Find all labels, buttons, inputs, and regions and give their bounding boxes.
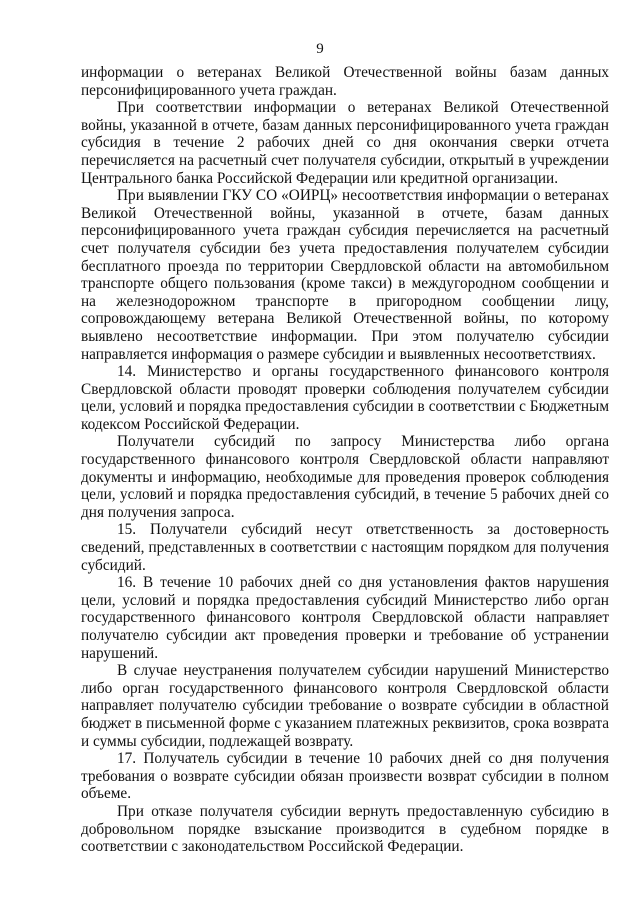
paragraph: Получатели субсидий по запросу Министерства либо органа государственного финансового контроля Свердловской области направляют документы и информацию, необходимые для проведения проверок соблюдения цели, условий и порядка предоставления субсидий, в течение 5 рабочих дней со дня получения запроса. xyxy=(81,433,609,521)
paragraph: 15. Получатели субсидий несут ответственность за достоверность сведений, представленных в соответствии с настоящим порядком для получения субсидий. xyxy=(81,521,609,574)
page-number: 9 xyxy=(316,41,324,57)
paragraph: При отказе получателя субсидии вернуть предоставленную субсидию в добровольном порядке взыскание производится в судебном порядке в соответствии с законодательством Российской Федерации. xyxy=(81,802,609,856)
paragraph: 14. Министерство и органы государственного финансового контроля Свердловской области проводят проверки соблюдения получателем субсидии цели, условий и порядка предоставления субсидии в соответствии с Бюджетным кодексом Российской Федерации. xyxy=(81,363,609,433)
paragraph: информации о ветеранах Великой Отечественной войны базам данных персонифицированного учета граждан. xyxy=(81,64,609,99)
paragraph: В случае неустранения получателем субсидии нарушений Министерство либо орган государственного финансового контроля Свердловской области направляет получателю субсидии требование о возврате субсидии в областной бюджет в письменной форме с указанием платежных реквизитов, срока возврата и суммы субсидии, подлежащей возврату. xyxy=(81,662,609,750)
document-body xyxy=(81,64,609,856)
paragraph: При выявлении ГКУ СО «ОИРЦ» несоответствия информации о ветеранах Великой Отечественной войны, указанной в отчете, базам данных персонифицированного учета граждан субсидия перечисляется на расчетный счет получателя субсидии без учета предоставления получателем субсидии бесплатного проезда по территории Свердловской области на автомобильном транспорте общего пользования (кроме такси) в междугородном сообщении и на железнодорожном транспорте в пригородном сообщении лицу, сопровождающему ветерана Великой Отечественной войны, по которому выявлено несоответствие информации. При этом получателю субсидии направляется информация о размере субсидии и выявленных несоответствиях. xyxy=(81,187,609,363)
paragraph: При соответствии информации о ветеранах Великой Отечественной войны, указанной в отчете, базам данных персонифицированного учета граждан субсидия в течение 2 рабочих дней со дня окончания сверки отчета перечисляется на расчетный счет получателя субсидии, открытый в учреждении Центрального банка Российской Федерации или кредитной организации. xyxy=(81,99,609,187)
paragraph: 16. В течение 10 рабочих дней со дня установления фактов нарушения цели, условий и порядка предоставления субсидий Министерство либо орган государственного финансового контроля Свердловской области направляет получателю субсидии акт проведения проверки и требование об устранении нарушений. xyxy=(81,574,609,662)
paragraph: 17. Получатель субсидии в течение 10 рабочих дней со дня получения требования о возврате субсидии обязан произвести возврат субсидии в полном объеме. xyxy=(81,750,609,803)
